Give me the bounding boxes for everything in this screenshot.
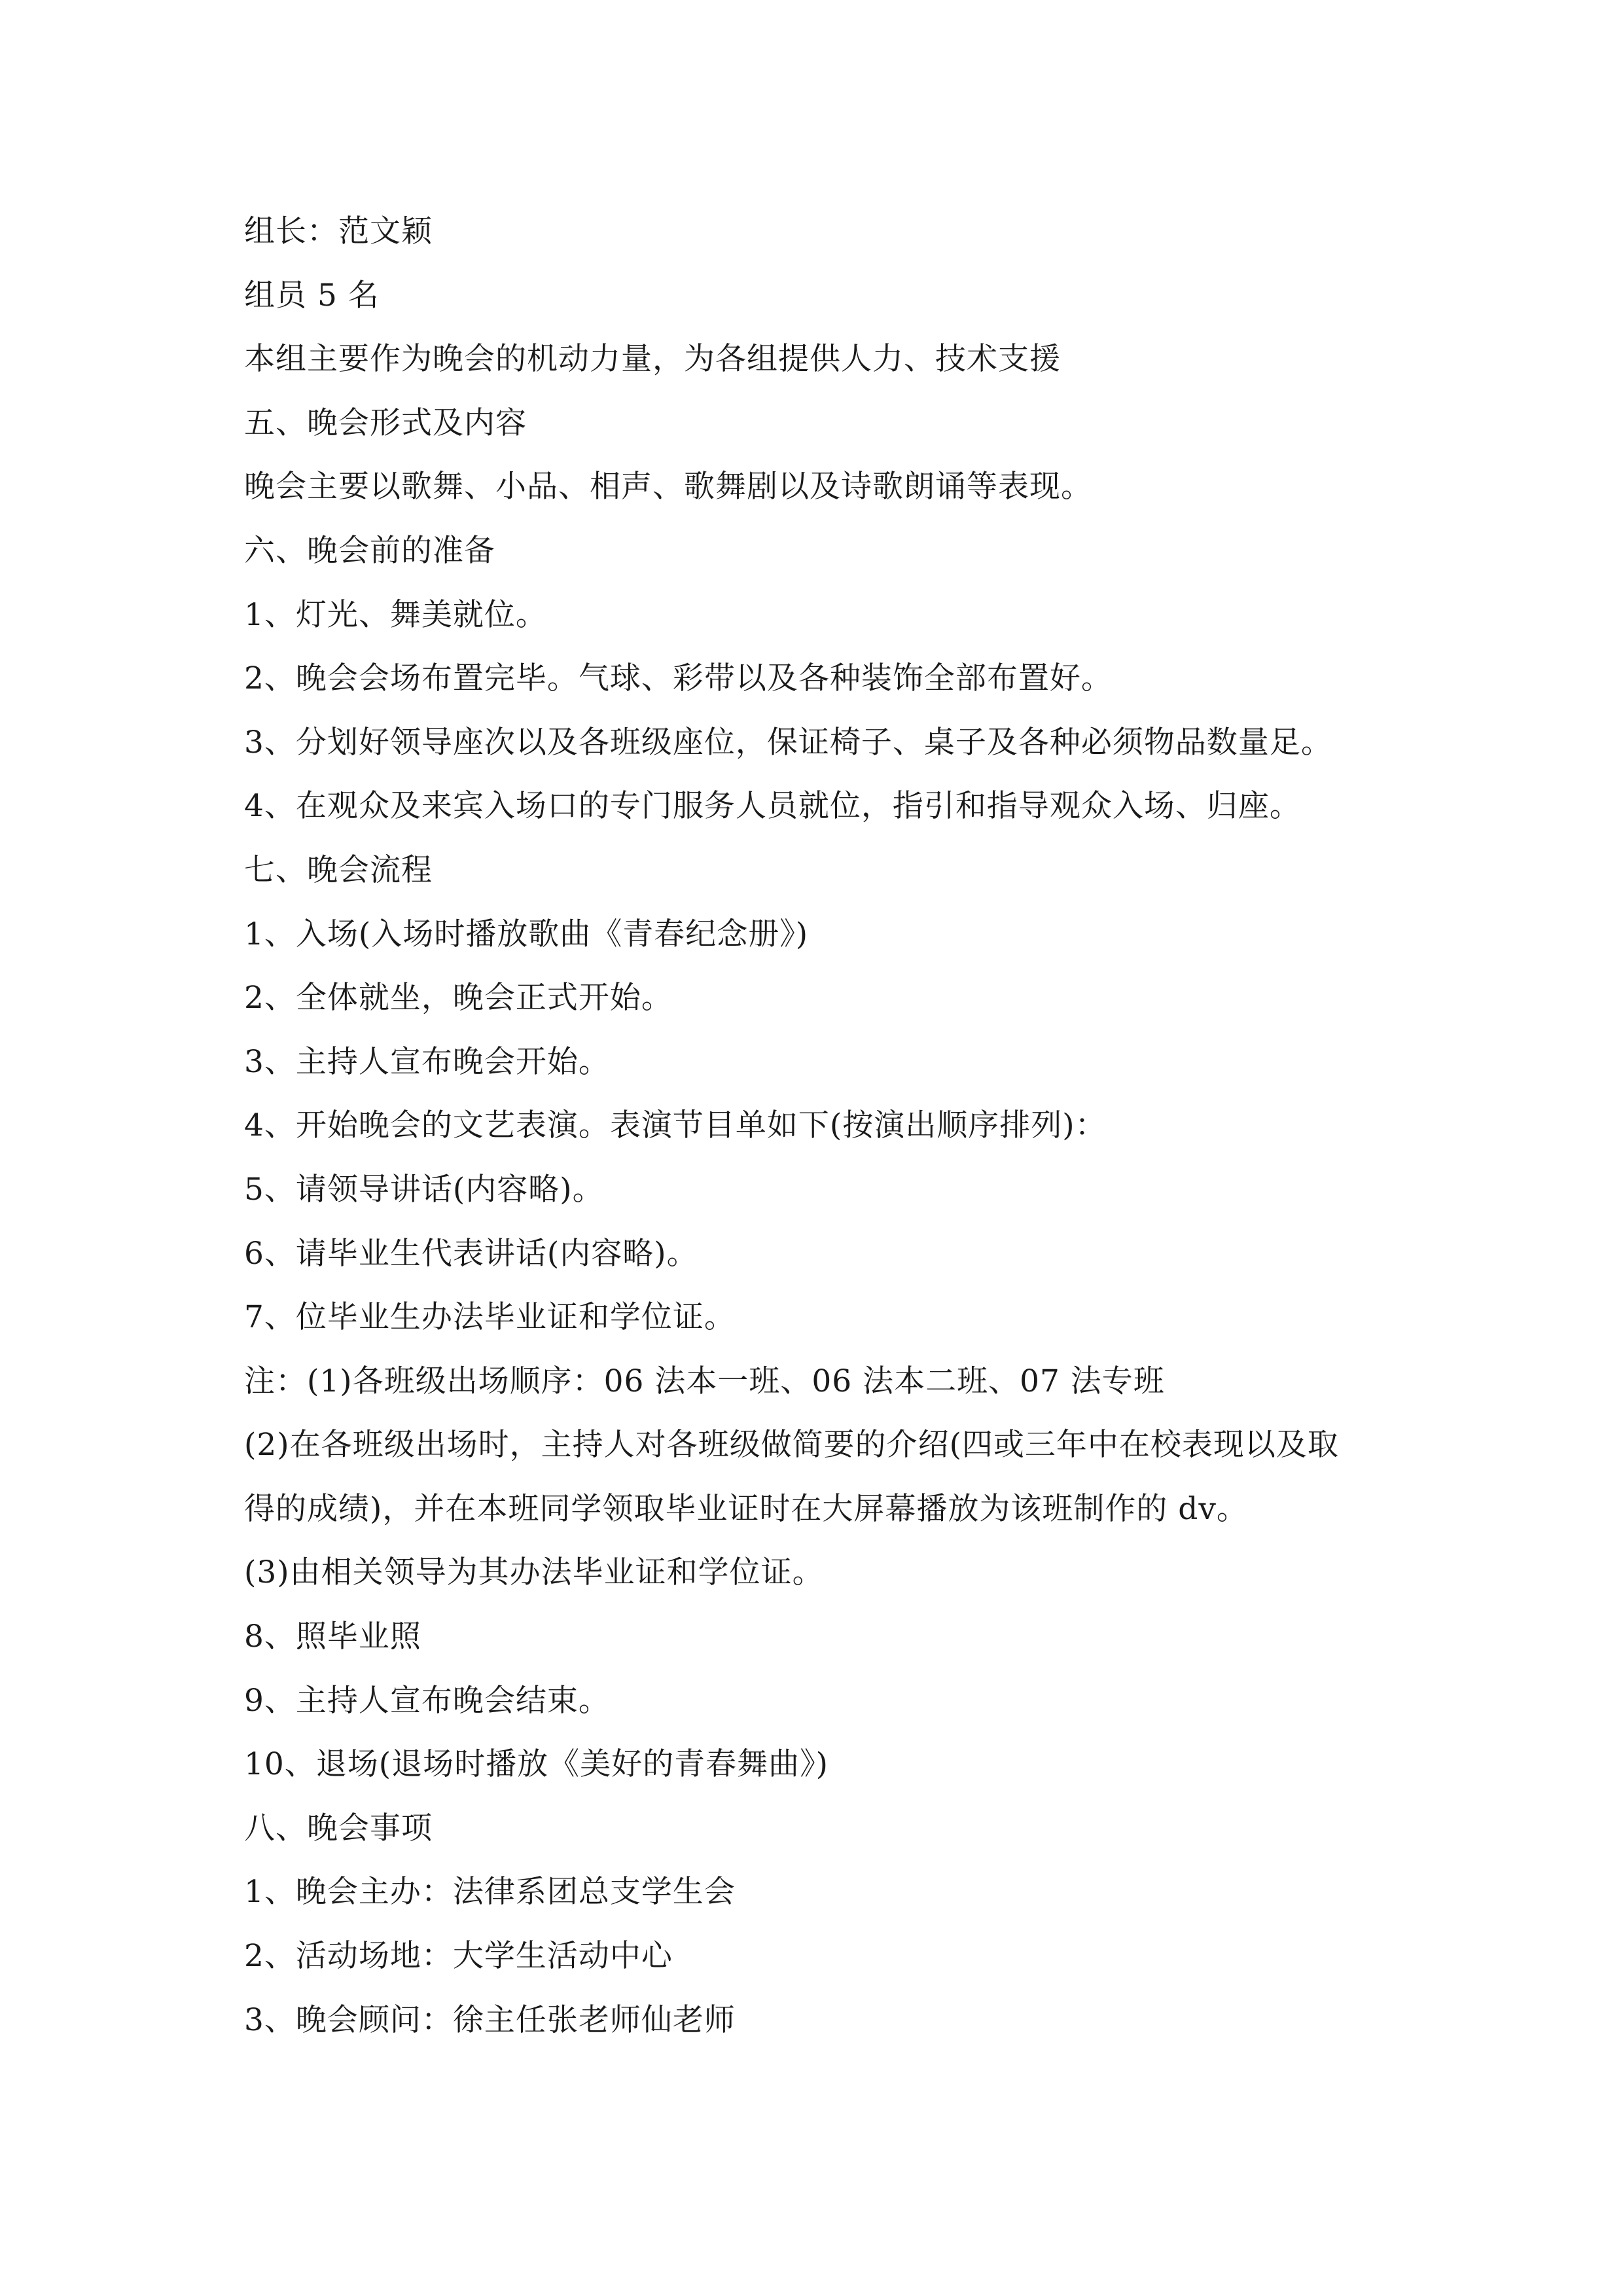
text-line: 本组主要作为晚会的机动力量，为各组提供人力、技术支援 (244, 341, 1061, 378)
list-item: 3、主持人宣布晚会开始。 (244, 1043, 610, 1080)
list-item: 6、请毕业生代表讲话(内容略)。 (244, 1235, 698, 1272)
list-item: 3、晚会顾问：徐主任张老师仙老师 (244, 2001, 736, 2038)
note-line: (2)在各班级出场时，主持人对各班级做简要的介绍(四或三年中在校表现以及取 (244, 1427, 1339, 1463)
list-item: 7、位毕业生办法毕业证和学位证。 (244, 1299, 736, 1336)
section-heading: 八、晚会事项 (244, 1810, 433, 1846)
note-line: 得的成绩)，并在本班同学领取毕业证时在大屏幕播放为该班制作的 dv。 (244, 1490, 1248, 1527)
document-body (244, 200, 1409, 2052)
list-item: 10、退场(退场时播放《美好的青春舞曲》) (244, 1746, 829, 1783)
text-line: 晚会主要以歌舞、小品、相声、歌舞剧以及诗歌朗诵等表现。 (244, 469, 1092, 505)
list-item: 1、灯光、舞美就位。 (244, 596, 547, 633)
section-heading: 七、晚会流程 (244, 852, 433, 888)
list-item: 4、在观众及来宾入场口的专门服务人员就位，指引和指导观众入场、归座。 (244, 788, 1301, 825)
list-item: 2、全体就坐，晚会正式开始。 (244, 980, 673, 1016)
list-item: 9、主持人宣布晚会结束。 (244, 1682, 610, 1719)
note-line: 注：(1)各班级出场顺序：06 法本一班、06 法本二班、07 法专班 (244, 1363, 1165, 1399)
list-item: 3、分划好领导座次以及各班级座位，保证椅子、桌子及各种必须物品数量足。 (244, 724, 1332, 761)
list-item: 1、入场(入场时播放歌曲《青春纪念册》) (244, 916, 809, 952)
list-item: 4、开始晚会的文艺表演。表演节目单如下(按演出顺序排列)： (244, 1107, 1107, 1144)
section-heading: 五、晚会形式及内容 (244, 404, 527, 441)
text-line: 组长：范文颖 (244, 213, 433, 249)
list-item: 2、晚会会场布置完毕。气球、彩带以及各种装饰全部布置好。 (244, 660, 1113, 697)
list-item: 8、照毕业照 (244, 1619, 421, 1655)
list-item: 5、请领导讲话(内容略)。 (244, 1171, 604, 1208)
text-line: 组员 5 名 (244, 277, 380, 314)
list-item: 1、晚会主办：法律系团总支学生会 (244, 1874, 736, 1910)
note-line: (3)由相关领导为其办法毕业证和学位证。 (244, 1554, 824, 1591)
section-heading: 六、晚会前的准备 (244, 532, 495, 569)
list-item: 2、活动场地：大学生活动中心 (244, 1938, 673, 1975)
